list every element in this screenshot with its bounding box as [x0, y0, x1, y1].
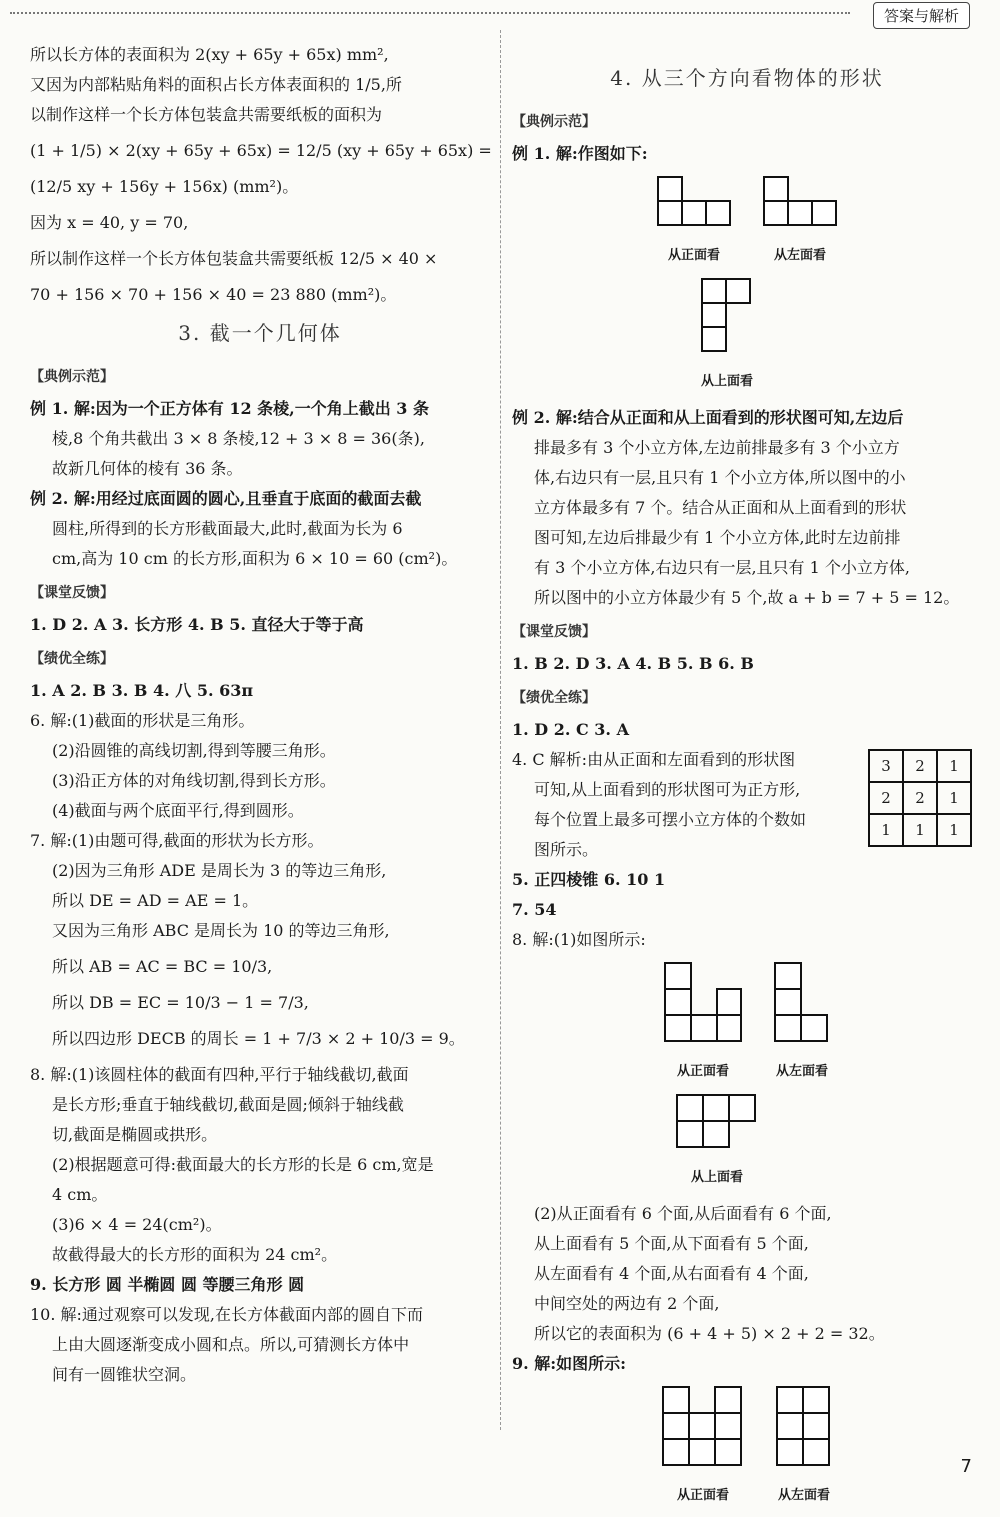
text-line: 所以 AB = AC = BC = 10/3, [52, 957, 273, 976]
figure-caption: 从正面看 [676, 1488, 729, 1503]
left-view-diagram [775, 1385, 833, 1469]
text-line: 图可知,左边后排最少有 1 个小立方体,此时左边前排 [534, 528, 901, 547]
view-figure [775, 1385, 833, 1511]
text-line: 所以 DB = EC = 10/3 − 1 = 7/3, [52, 993, 309, 1012]
text-line: 间有一圆锥状空洞。 [52, 1365, 197, 1384]
left-view-diagram [762, 175, 838, 229]
section-title: 4. 从三个方向看物体的形状 [610, 66, 884, 90]
front-view-diagram [656, 175, 732, 229]
text-line: (12/5 xy + 156y + 156x) (mm²)。 [30, 177, 299, 196]
text-line: 体,右边只有一层,且只有 1 个小立方体,所以图中的小 [534, 468, 906, 487]
section-tag: 【典例示范】 [30, 369, 114, 385]
figure-caption: 从左面看 [777, 1488, 830, 1503]
text-line: 可知,从上面看到的形状图可为正方形, [534, 780, 801, 799]
text-line: (3)沿正方体的对角线切割,得到长方形。 [52, 771, 336, 790]
figure-caption: 从上面看 [690, 1170, 743, 1185]
section-tag: 【课堂反馈】 [512, 624, 596, 640]
text-line: 6. 解:(1)截面的形状是三角形。 [30, 711, 255, 730]
text-line: (1 + 1/5) × 2(xy + 65y + 65x) = 12/5 (xy + 65y + 65x) = [30, 141, 492, 160]
section-tag: 【课堂反馈】 [30, 585, 114, 601]
text-line: 从上面看有 5 个面,从下面看有 5 个面, [534, 1234, 809, 1253]
text-line: 因为 x = 40, y = 70, [30, 213, 189, 232]
grid-cell: 2 [903, 782, 937, 814]
view-figure [700, 277, 754, 397]
top-view-diagram [675, 1093, 759, 1151]
text-line: 又因为三角形 ABC 是周长为 10 的等边三角形, [52, 921, 390, 940]
front-view-diagram [663, 961, 743, 1045]
text-line: 例 1. 解:因为一个正方体有 12 条棱,一个角上截出 3 条 [30, 399, 430, 418]
grid-cell: 1 [937, 814, 971, 846]
text-line: (2)因为三角形 ADE 是周长为 3 的等边三角形, [52, 861, 387, 880]
grid-cell: 2 [903, 750, 937, 782]
text-line: 5. 正四棱锥 6. 10 1 [512, 870, 666, 889]
text-line: 立方体最多有 7 个。结合从正面和从上面看到的形状 [534, 498, 907, 517]
text-line: 8. 解:(1)该圆柱体的截面有四种,平行于轴线截切,截面 [30, 1065, 409, 1084]
header-rule [10, 12, 850, 14]
view-figure [656, 175, 732, 271]
text-line: 圆柱,所得到的长方形截面最大,此时,截面为长为 6 [52, 519, 403, 538]
text-line: 中间空处的两边有 2 个面, [534, 1294, 720, 1313]
figure-caption: 从正面看 [676, 1064, 729, 1079]
text-line: 所以它的表面积为 (6 + 4 + 5) × 2 + 2 = 32。 [534, 1324, 885, 1343]
text-line: 7. 54 [512, 900, 557, 919]
text-line: 又因为内部粘贴角料的面积占长方体表面积的 1/5,所 [30, 75, 402, 94]
top-view-diagram [700, 277, 754, 355]
text-line: 有 3 个小立方体,右边只有一层,且只有 1 个小立方体, [534, 558, 910, 577]
left-view-diagram [773, 961, 831, 1045]
text-line: 1. D 2. A 3. 长方形 4. B 5. 直径大于等于高 [30, 615, 364, 634]
grid-cell: 1 [937, 782, 971, 814]
view-figure [663, 961, 743, 1087]
text-line: 例 1. 解:作图如下: [512, 144, 648, 163]
text-line: 4. C 解析:由从正面和左面看到的形状图 [512, 750, 796, 769]
figure-caption: 从左面看 [773, 248, 826, 263]
grid-cell: 1 [903, 814, 937, 846]
text-line: 以制作这样一个长方体包装盒共需要纸板的面积为 [30, 105, 383, 124]
text-line: 故截得最大的长方形的面积为 24 cm²。 [52, 1245, 338, 1264]
text-line: 7. 解:(1)由题可得,截面的形状为长方形。 [30, 831, 324, 850]
text-line: 10. 解:通过观察可以发现,在长方体截面内部的圆自下而 [30, 1305, 424, 1324]
text-line: 所以制作这样一个长方体包装盒共需要纸板 12/5 × 40 × [30, 249, 438, 268]
text-line: 1. B 2. D 3. A 4. B 5. B 6. B [512, 654, 754, 673]
grid-cell: 2 [869, 782, 903, 814]
text-line: 例 2. 解:用经过底面圆的圆心,且垂直于底面的截面去截 [30, 489, 422, 508]
text-line: (2)根据题意可得:截面最大的长方形的长是 6 cm,宽是 [52, 1155, 434, 1174]
text-line: 上由大圆逐渐变成小圆和点。所以,可猜测长方体中 [52, 1335, 410, 1354]
text-line: (4)截面与两个底面平行,得到圆形。 [52, 801, 304, 820]
text-line: (2)沿圆锥的高线切割,得到等腰三角形。 [52, 741, 336, 760]
text-line: 所以图中的小立方体最少有 5 个,故 a + b = 7 + 5 = 12。 [534, 588, 960, 607]
text-line: 每个位置上最多可摆小立方体的个数如 [534, 810, 807, 829]
text-line: 所以四边形 DECB 的周长 = 1 + 7/3 × 2 + 10/3 = 9。 [52, 1029, 465, 1048]
figure-row [512, 1385, 982, 1511]
text-line: 例 2. 解:结合从正面和从上面看到的形状图可知,左边后 [512, 408, 904, 427]
text-line: 所以长方体的表面积为 2(xy + 65y + 65x) mm², [30, 45, 389, 64]
grid-cell: 1 [869, 814, 903, 846]
text-line: 所以 DE = AD = AE = 1。 [52, 891, 259, 910]
count-grid [868, 749, 972, 847]
figure-row [452, 1093, 982, 1193]
text-line: 从左面看有 4 个面,从右面看有 4 个面, [534, 1264, 809, 1283]
section-tag: 【绩优全练】 [512, 690, 596, 706]
figure-row [472, 277, 982, 397]
text-line: 排最多有 3 个小立方体,左边前排最多有 3 个小立方 [534, 438, 900, 457]
figure-caption: 从正面看 [667, 248, 720, 263]
figure-caption: 从上面看 [700, 374, 753, 389]
q4-block [512, 745, 982, 865]
text-line: 棱,8 个角共截出 3 × 8 条棱,12 + 3 × 8 = 36(条), [52, 429, 425, 448]
section-tag: 【典例示范】 [512, 114, 596, 130]
grid-cell: 1 [937, 750, 971, 782]
left-column [30, 40, 490, 1390]
text-line: 是长方形;垂直于轴线截切,截面是圆;倾斜于轴线截 [52, 1095, 404, 1114]
figure-row [512, 961, 982, 1087]
section-tag: 【绩优全练】 [30, 651, 114, 667]
view-figure [661, 1385, 745, 1511]
figure-row [512, 175, 982, 271]
text-line: 1. A 2. B 3. B 4. 八 5. 63π [30, 681, 254, 700]
text-line: (2)从正面看有 6 个面,从后面看有 6 个面, [534, 1204, 832, 1223]
text-line: 70 + 156 × 70 + 156 × 40 = 23 880 (mm²)。 [30, 285, 397, 304]
front-view-diagram [661, 1385, 745, 1469]
column-divider [500, 30, 501, 1430]
text-line: 9. 长方形 圆 半椭圆 圆 等腰三角形 圆 [30, 1275, 305, 1294]
text-line: 9. 解:如图所示: [512, 1354, 627, 1373]
view-figure [773, 961, 831, 1087]
text-line: 故新几何体的棱有 36 条。 [52, 459, 243, 478]
page-number: 7 [960, 1456, 972, 1477]
text-line: 8. 解:(1)如图所示: [512, 930, 646, 949]
text-line: (3)6 × 4 = 24(cm²)。 [52, 1215, 222, 1234]
section-title: 3. 截一个几何体 [178, 321, 342, 345]
view-figure [762, 175, 838, 271]
text-line: 切,截面是椭圆或拱形。 [52, 1125, 218, 1144]
text-line: 1. D 2. C 3. A [512, 720, 629, 739]
figure-caption: 从左面看 [775, 1064, 828, 1079]
right-column [512, 55, 982, 1517]
text-line: cm,高为 10 cm 的长方形,面积为 6 × 10 = 60 (cm²)。 [52, 549, 458, 568]
grid-cell: 3 [869, 750, 903, 782]
text-line: 图所示。 [534, 840, 599, 859]
view-figure [675, 1093, 759, 1193]
text-line: 4 cm。 [52, 1185, 108, 1204]
header-tag: 答案与解析 [873, 2, 970, 29]
